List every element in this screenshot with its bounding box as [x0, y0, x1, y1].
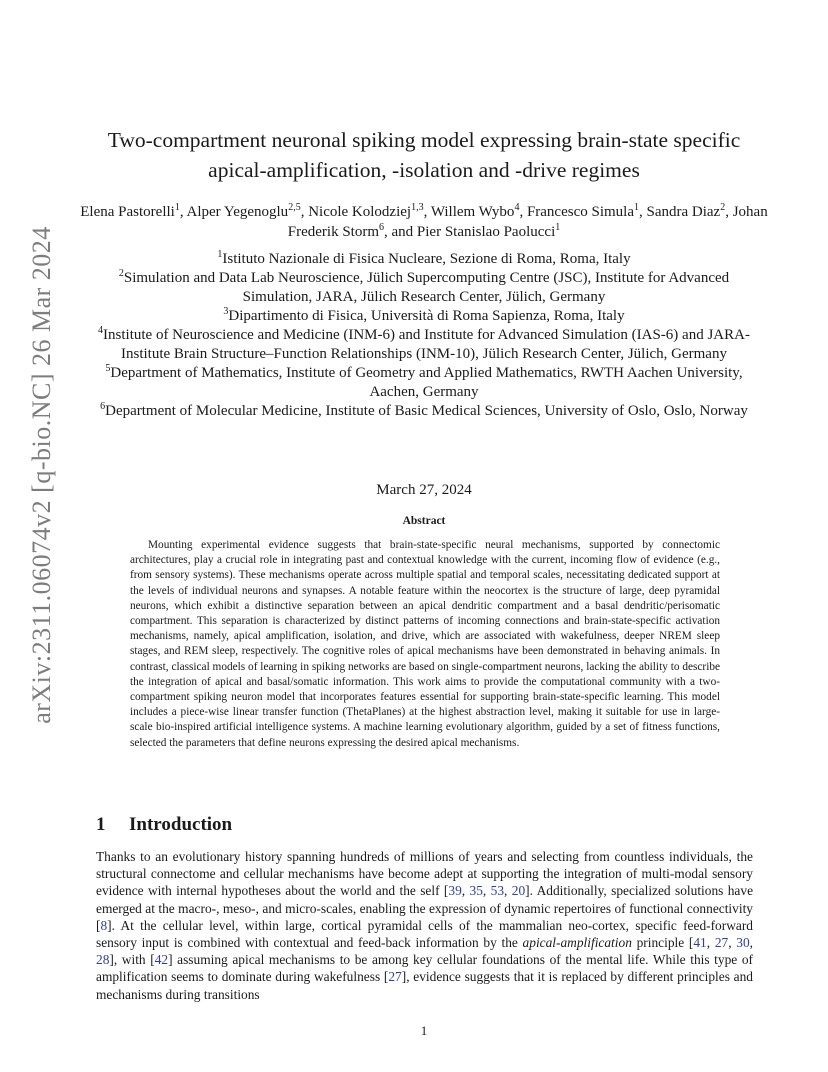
body-text: ]. At the cellular level, within large, cortical pyramidal cells of the mammalian neo-cortex, specific feed-forward sensory input is combined with contextual and feed-back information by the [96, 917, 753, 951]
author-separator: , [519, 204, 527, 220]
body-text: , [706, 935, 715, 951]
author-separator: , [423, 204, 431, 220]
author-name: Elena Pastorelli [80, 204, 175, 220]
affiliation-entry [95, 269, 753, 307]
author-name: Nicole Kolodziej [308, 204, 412, 220]
abstract-text: Mounting experimental evidence suggests that brain-state-specific neural mechanisms, supported by connectomic architectures, play a crucial role in integrating past and contextual knowledge with the current, incoming flow of evidence (e.g., from sensory systems). These mechanisms operate across multiple spatial and temporal scales, necessitating dedicated support at the levels of individual neurons and synapses. A notable feature within the neocortex is the structure of large, deep pyramidal neurons, which exhibit a distinctive separation between an apical dendritic compartment and a basal dendritic/perisomatic compartment. This separation is characterized by distinct patterns of incoming connections and brain-state-specific activation mechanisms, namely, apical amplification, isolation, and drive, which are associated with wakefulness, deeper NREM sleep stages, and REM sleep, respectively. The cognitive roles of apical mechanisms have been demonstrated in behaving animals. In contrast, classical models of learning in spiking networks are based on single-compartment neurons, lacking the ability to describe the integration of apical and basal/somatic information. This work aims to provide the computational community with a two-compartment spiking neuron model that incorporates features essential for supporting brain-state-specific learning. This model includes a piece-wise linear transfer function (ThetaPlanes) at the highest abstraction level, making it suitable for use in large-scale bio-inspired artificial intelligence systems. A machine learning evolutionary algorithm, guided by a set of fitness functions, selected the parameters that define neurons expressing the desired apical mechanisms. [130, 539, 720, 749]
citation-link[interactable]: 8 [100, 917, 108, 933]
body-text: ]. Additionally, specialized solutions have emerged at the macro-, meso-, and micro-scales, enabling the expression of dynamic repertoires of functional connectivity [ [96, 883, 754, 933]
author-affiliation-mark: 1 [555, 222, 561, 233]
citation-link[interactable]: 27 [714, 935, 729, 951]
citation-link[interactable]: 28 [96, 952, 110, 968]
affiliation-text: Department of Mathematics, Institute of Geometry and Applied Mathematics, RWTH Aachen University, Aachen, Germany [110, 365, 743, 400]
citation-link[interactable]: 42 [154, 952, 169, 968]
affiliation-entry [95, 326, 753, 364]
section-number: 1 [96, 814, 106, 835]
affiliation-entry [95, 364, 753, 402]
body-text: ] assuming apical mechanisms to be among key cellular foundations of the mental life. While this type of amplification seems to dominate during wakefulness [ [96, 952, 753, 985]
author-affiliation-mark: 1 [174, 202, 180, 213]
page-number: 1 [420, 1023, 428, 1038]
author-affiliation-mark: 1 [634, 202, 639, 213]
author-separator: , [725, 204, 733, 220]
citation-link[interactable]: 41 [693, 935, 707, 951]
citation-link[interactable]: 30 [736, 935, 750, 951]
publication-date: March 27, 2024 [376, 482, 472, 498]
citation-link[interactable]: 35 [469, 883, 483, 899]
affiliation-text: Department of Molecular Medicine, Institute of Basic Medical Sciences, University of Oslo, Oslo, Norway [105, 403, 748, 419]
author-separator: , [300, 204, 309, 220]
body-text: principle [ [631, 935, 694, 951]
affiliation-number: 3 [223, 306, 229, 317]
arxiv-identifier-stamp [22, 226, 62, 724]
author-separator: , [179, 204, 187, 220]
author-affiliation-mark: 6 [379, 222, 384, 233]
citation-link[interactable]: 20 [511, 883, 526, 899]
affiliation-text: Institute of Neuroscience and Medicine (INM-6) and Institute for Advanced Simulation (IAS-6) and JARA-Institute Brain Structure–Function Relationships (INM-10), Jülich Research Center, Jülich, Germany [103, 327, 750, 362]
affiliation-number: 4 [98, 325, 104, 336]
affiliation-list [95, 250, 753, 421]
body-text: ], evidence suggests that it is replaced by different principles and mechanisms during transitions [96, 969, 753, 1002]
author-list [80, 202, 768, 242]
affiliation-text: Simulation and Data Lab Neuroscience, Jülich Supercomputing Centre (JSC), Institute for Advanced Simulation, JARA, Jülich Research Center, Jülich, Germany [123, 270, 730, 305]
affiliation-number: 6 [100, 401, 106, 412]
author-name: Willem Wybo [430, 204, 515, 220]
author-separator: , [639, 204, 647, 220]
section-heading-introduction [96, 812, 232, 838]
affiliation-number: 2 [118, 268, 124, 279]
author-name: Pier Stanislao Paolucci [416, 224, 556, 240]
affiliation-number: 1 [217, 249, 223, 260]
author-name: Sandra Diaz [646, 204, 721, 220]
paper-title: Two-compartment neuronal spiking model expressing brain-state specific apical-amplification, -isolation and -drive regimes [107, 128, 741, 182]
body-text: Thanks to an evolutionary history spanning hundreds of millions of years and selecting from countless individuals, the structural connectome and cellular mechanisms have become adept at supporting the integration of multi-modal sensory evidence with internal hypotheses about the world and the self [ [96, 849, 753, 899]
affiliation-entry [95, 402, 753, 421]
author-affiliation-mark: 4 [514, 202, 520, 213]
affiliation-number: 5 [105, 363, 111, 374]
introduction-paragraph [96, 848, 753, 1003]
body-text: , [461, 883, 470, 899]
emphasized-term: apical-amplification [522, 935, 632, 951]
affiliation-text: Dipartimento di Fisica, Università di Roma Sapienza, Roma, Italy [228, 308, 625, 324]
arxiv-identifier-text: arXiv:2311.06074v2 [q-bio.NC] 26 Mar 2024 [27, 226, 56, 724]
author-name: Francesco Simula [526, 204, 634, 220]
author-name: Johan Frederik Storm [287, 204, 768, 240]
body-text: , [504, 883, 512, 899]
author-affiliation-mark: 2 [720, 202, 726, 213]
author-separator: , and [384, 224, 417, 240]
affiliation-entry [95, 250, 753, 269]
author-affiliation-mark: 1,3 [411, 202, 424, 213]
abstract-heading: Abstract [402, 515, 446, 527]
author-affiliation-mark: 2,5 [288, 202, 301, 213]
affiliation-entry [95, 307, 753, 326]
citation-link[interactable]: 39 [448, 883, 462, 899]
citation-link[interactable]: 53 [490, 883, 505, 899]
body-text: , [728, 935, 737, 951]
author-name: Alper Yegenoglu [186, 204, 289, 220]
body-text: , [482, 883, 491, 899]
section-title: Introduction [129, 814, 233, 835]
body-text: ], with [ [109, 952, 155, 968]
body-text: , [749, 935, 754, 951]
citation-link[interactable]: 27 [388, 969, 402, 985]
affiliation-text: Istituto Nazionale di Fisica Nucleare, Sezione di Roma, Roma, Italy [222, 251, 631, 267]
